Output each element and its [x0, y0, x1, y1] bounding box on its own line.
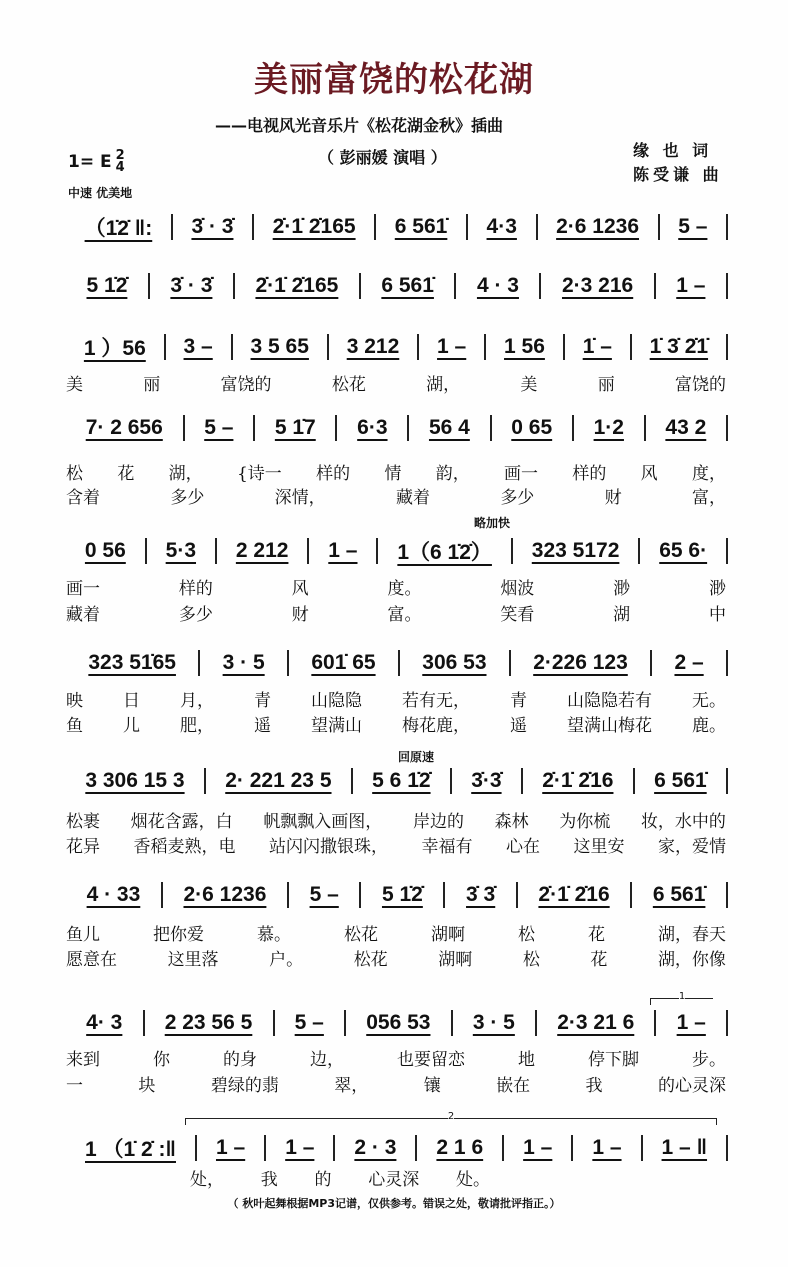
- lyric-word: 山隐隐: [311, 691, 362, 711]
- lyric-word: 若有无，: [402, 691, 470, 711]
- lyric-word: 湖，春天: [658, 925, 726, 945]
- lyric-word: 镶: [423, 1076, 441, 1096]
- lyric-word: 深情，: [274, 488, 326, 508]
- lyric-word: 遥: [254, 716, 271, 736]
- measure: 5 –: [185, 415, 256, 441]
- measure: 2·6 1236: [163, 882, 289, 908]
- lyric-word: 遥: [510, 716, 527, 736]
- lyric-word: 花: [590, 950, 608, 970]
- measure: （1̇2̇ ‖:: [66, 214, 173, 240]
- measure: 1 – ‖: [643, 1135, 728, 1161]
- lyric-word: 样的: [316, 464, 351, 484]
- singer: （ 彭丽媛 演唱 ）: [318, 148, 447, 167]
- lyric-word: 松裹: [66, 812, 100, 832]
- lyric-word: 度。: [387, 579, 422, 599]
- measure: 1 –: [656, 1010, 728, 1036]
- measure: 65 6·: [640, 538, 728, 564]
- time-signature: [116, 150, 125, 174]
- measure: 2·3 216: [541, 273, 655, 299]
- measure: 4·3: [468, 214, 538, 240]
- measure: 601̇ 65: [289, 650, 400, 676]
- measure: 43 2: [646, 415, 728, 441]
- lyric-word: 画一: [66, 579, 100, 599]
- lyric-line: [66, 459, 726, 484]
- measure: 2̇·1̇ 2̇16: [523, 768, 635, 794]
- subtitle: ——电视风光音乐片《松花湖金秋》插曲: [215, 116, 504, 135]
- measure: 1 –: [656, 273, 728, 299]
- lyric-word: 韵，: [435, 464, 470, 484]
- lyric-word: 青: [254, 691, 271, 711]
- lyric-word: 富饶的: [674, 375, 726, 395]
- measure: 2 · 3: [335, 1135, 417, 1161]
- lyric-word: 青: [510, 691, 527, 711]
- measure: 5 –: [660, 214, 728, 240]
- measure: 3̇·3̇: [452, 768, 523, 794]
- measure: 6·3: [337, 415, 409, 441]
- lyric-line: [66, 920, 726, 945]
- lyric-word: 我: [585, 1076, 603, 1096]
- measure: 2·6 1236: [538, 214, 660, 240]
- lyric-word: 站闪闪撒银珠，: [269, 837, 388, 857]
- lyric-word: 我: [260, 1170, 278, 1190]
- lyric-word: 梅花鹿，: [402, 716, 470, 736]
- lyric-word: 翠，: [334, 1076, 369, 1096]
- measure: 3 · 5: [453, 1010, 537, 1036]
- lyric-word: 肥，: [180, 716, 214, 736]
- measure: 1 –: [573, 1135, 642, 1161]
- lyric-word: 这里落: [167, 950, 219, 970]
- lyric-word: 多少: [500, 488, 535, 508]
- lyric-word: 湖啊: [431, 925, 465, 945]
- measure: 306 53: [400, 650, 511, 676]
- measure: 6 561̇: [376, 214, 468, 240]
- measure: 2 –: [652, 650, 728, 676]
- lyric-word: 藏着: [66, 605, 100, 625]
- lyric-word: 鱼: [66, 716, 83, 736]
- measure: 4· 3: [66, 1010, 145, 1036]
- lyric-word: 的心灵深: [657, 1076, 726, 1096]
- lyric-line: [66, 832, 726, 857]
- lyric-word: 湖，: [426, 375, 461, 395]
- lyric-word: 日: [123, 691, 140, 711]
- lyric-word: 多少: [178, 605, 213, 625]
- lyric-word: 笑看: [500, 605, 535, 625]
- lyric-word: 鱼儿: [66, 925, 100, 945]
- lyric-word: 为你梳: [559, 812, 611, 832]
- lyricist: 缘 也 词: [633, 141, 713, 160]
- lyric-line: [66, 686, 726, 711]
- lyric-word: 风: [291, 579, 309, 599]
- lyric-word: 富饶的: [220, 375, 272, 395]
- lyric-word: 森林: [494, 812, 529, 832]
- volta-2-label: 2: [447, 1111, 455, 1122]
- measure: 1 （1̇ 2̇ :‖: [66, 1135, 197, 1161]
- lyric-word: 帆飘飘入画图，: [263, 812, 383, 832]
- lyric-word: 湖啊: [438, 950, 473, 970]
- measure: 1̇ –: [565, 334, 632, 360]
- measure: 0 56: [66, 538, 147, 564]
- lyric-word: 愿意在: [66, 950, 117, 970]
- footer-note: （ 秋叶起舞根据MP3记谱，仅供参考。错误之处，敬请批评指正。）: [227, 1197, 561, 1210]
- measure: 1 –: [419, 334, 486, 360]
- lyric-word: 财: [291, 605, 309, 625]
- lyric-word: 户。: [269, 950, 304, 970]
- lyric-line: [66, 574, 726, 599]
- lyric-word: 的: [314, 1170, 332, 1190]
- lyric-word: 儿: [123, 716, 140, 736]
- lyric-word: 松: [518, 925, 535, 945]
- lyric-line: [66, 600, 726, 625]
- notation-system: [66, 1133, 728, 1163]
- measure: 5 –: [289, 882, 361, 908]
- lyric-word: 处。: [456, 1170, 490, 1190]
- lyric-word: 嵌在: [496, 1076, 531, 1096]
- measure: 6 561̇: [635, 768, 728, 794]
- page-title: 美丽富饶的松花湖: [254, 60, 534, 100]
- lyric-word: 松花: [344, 925, 378, 945]
- measure: 2 212: [217, 538, 309, 564]
- lyric-word: 慕。: [257, 925, 291, 945]
- measure: 1 56: [486, 334, 565, 360]
- measure: 3̇ 3̇: [445, 882, 517, 908]
- lyric-word: 藏着: [395, 488, 430, 508]
- lyric-word: 处，: [190, 1170, 224, 1190]
- volta-1: [650, 991, 713, 1005]
- notation-system: [66, 880, 728, 910]
- lyric-word: 样的: [572, 464, 607, 484]
- notation-system: [66, 332, 728, 362]
- lyric-word: 映: [66, 691, 83, 711]
- key: 1= E: [68, 152, 112, 172]
- lyric-word: 香稻麦熟，电: [133, 837, 236, 857]
- measure: 1 –: [309, 538, 378, 564]
- measure: 3̇ · 3̇: [150, 273, 235, 299]
- lyric-line: [66, 807, 726, 832]
- measure: 1 –: [197, 1135, 266, 1161]
- lyric-line: [66, 1071, 726, 1096]
- lyric-word: 渺: [613, 579, 631, 599]
- tempo-faster: 略加快: [474, 516, 511, 530]
- lyric-line: [66, 945, 726, 970]
- measure: 4 · 33: [66, 882, 163, 908]
- measure: 2 1 6: [417, 1135, 504, 1161]
- lyric-word: 美: [66, 375, 83, 395]
- measure: 2̇·1̇ 2̇16: [518, 882, 632, 908]
- measure: 1 –: [504, 1135, 573, 1161]
- lyric-word: 含着: [66, 488, 100, 508]
- measure: 323 5172: [513, 538, 640, 564]
- measure: 0 65: [492, 415, 574, 441]
- measure: 5 1̇2̇: [66, 273, 150, 299]
- measure: 2 23 56 5: [145, 1010, 275, 1036]
- notation-system: [66, 212, 728, 242]
- composer: 陈受谦 曲: [633, 165, 723, 184]
- lyric-line: [66, 711, 726, 736]
- measure: 4 · 3: [456, 273, 541, 299]
- measure: 323 51̇65: [66, 650, 200, 676]
- lyric-word: 鹿。: [692, 716, 726, 736]
- measure: 5 6 1̇2̇: [353, 768, 452, 794]
- lyric-word: 的身: [223, 1050, 257, 1070]
- measure: 2̇·1̇ 2̇165: [235, 273, 361, 299]
- measure: 3 · 5: [200, 650, 289, 676]
- notation-system: [66, 271, 728, 301]
- lyric-word: 来到: [66, 1050, 100, 1070]
- lyric-line: [66, 483, 726, 508]
- lyric-word: 停下脚: [588, 1050, 639, 1070]
- lyric-word: 松花: [353, 950, 388, 970]
- lyric-word: 幸福有: [421, 837, 473, 857]
- measure: 1̇ 3̇ 2̇1̇: [632, 334, 728, 360]
- notation-system: [66, 648, 728, 678]
- measure: 056 53: [346, 1010, 453, 1036]
- lyric-word: 烟波: [500, 579, 535, 599]
- volta-2: [185, 1111, 717, 1125]
- measure: 3 212: [329, 334, 419, 360]
- measure: 3̇ · 3̇: [173, 214, 254, 240]
- lyric-word: 富。: [387, 605, 422, 625]
- time-top: 2: [115, 148, 125, 163]
- lyric-word: 画一: [504, 464, 539, 484]
- measure: 5·3: [147, 538, 217, 564]
- lyric-word: 花: [588, 925, 605, 945]
- lyric-word: 边，: [310, 1050, 344, 1070]
- measure: 1 ）56: [66, 334, 166, 360]
- lyric-word: 丽: [597, 375, 615, 395]
- lyric-word: 富，: [691, 488, 726, 508]
- notation-system: [66, 413, 728, 443]
- lyric-word: 渺: [708, 579, 726, 599]
- lyric-word: 财: [604, 488, 622, 508]
- lyric-word: 样的: [178, 579, 213, 599]
- lyric-word: 妆，水中的: [640, 812, 726, 832]
- tempo-mark: 中速 优美地: [68, 186, 133, 200]
- measure: 2· 221 23 5: [206, 768, 353, 794]
- lyric-word: 花: [117, 464, 135, 484]
- lyric-word: 花异: [66, 837, 100, 857]
- lyric-word: 碧绿的翡: [210, 1076, 279, 1096]
- lyric-word: 中: [708, 605, 726, 625]
- lyric-word: 月，: [180, 691, 214, 711]
- measure: 1·2: [574, 415, 646, 441]
- lyric-word: 湖: [613, 605, 631, 625]
- lyric-word: 望满山梅花: [567, 716, 652, 736]
- measure: 3 –: [166, 334, 233, 360]
- lyric-word: 岸边的: [412, 812, 464, 832]
- measure: 1（6 1̇2̇）: [378, 538, 512, 564]
- lyric-word: {诗一: [236, 464, 282, 484]
- measure: 7· 2 656: [66, 415, 185, 441]
- notation-system: [66, 766, 728, 796]
- lyric-word: 也要留恋: [397, 1050, 465, 1070]
- lyric-word: 湖，你像: [657, 950, 726, 970]
- notation-system: [66, 536, 728, 566]
- key-signature: [68, 150, 125, 174]
- lyric-word: 家，爱情: [658, 837, 726, 857]
- lyric-line: [66, 370, 726, 395]
- lyric-line: [66, 1045, 726, 1070]
- lyric-line: [190, 1165, 490, 1190]
- lyric-word: 无。: [692, 691, 726, 711]
- measure: 2·226 123: [511, 650, 652, 676]
- lyric-word: 心灵深: [368, 1170, 420, 1190]
- lyric-word: 步。: [692, 1050, 726, 1070]
- lyric-word: 松: [66, 464, 83, 484]
- measure: 5 1̇2̇: [361, 882, 445, 908]
- lyric-word: 烟花含露，白: [130, 812, 233, 832]
- lyric-word: 多少: [170, 488, 205, 508]
- lyric-word: 把你爱: [153, 925, 204, 945]
- lyric-word: 这里安: [573, 837, 625, 857]
- measure: 5 1̇7: [255, 415, 337, 441]
- tempo-return: 回原速: [398, 750, 435, 764]
- volta-1-label: 1: [678, 991, 686, 1002]
- lyric-word: 风: [640, 464, 658, 484]
- lyric-word: 情: [384, 464, 402, 484]
- lyric-word: 度，: [691, 464, 726, 484]
- lyric-word: 你: [153, 1050, 170, 1070]
- lyric-word: 松: [522, 950, 540, 970]
- notation-system: [66, 1008, 728, 1038]
- lyric-word: 心在: [506, 837, 540, 857]
- lyric-word: 一: [66, 1076, 83, 1096]
- time-bottom: 4: [115, 160, 125, 175]
- measure: 3 306 15 3: [66, 768, 206, 794]
- measure: 6 561̇: [361, 273, 457, 299]
- lyric-word: 望满山: [311, 716, 362, 736]
- measure: 1 –: [266, 1135, 335, 1161]
- lyric-word: 美: [520, 375, 538, 395]
- measure: 5 –: [275, 1010, 347, 1036]
- lyric-word: 丽: [143, 375, 161, 395]
- measure: 3 5 65: [233, 334, 329, 360]
- lyric-word: 地: [518, 1050, 535, 1070]
- measure: 56 4: [409, 415, 491, 441]
- measure: 2̇·1̇ 2̇165: [254, 214, 376, 240]
- lyric-word: 湖，: [168, 464, 203, 484]
- measure: 2·3 21 6: [537, 1010, 656, 1036]
- measure: 6 561̇: [632, 882, 728, 908]
- lyric-word: 山隐隐若有: [567, 691, 652, 711]
- lyric-word: 松花: [331, 375, 366, 395]
- lyric-word: 块: [138, 1076, 156, 1096]
